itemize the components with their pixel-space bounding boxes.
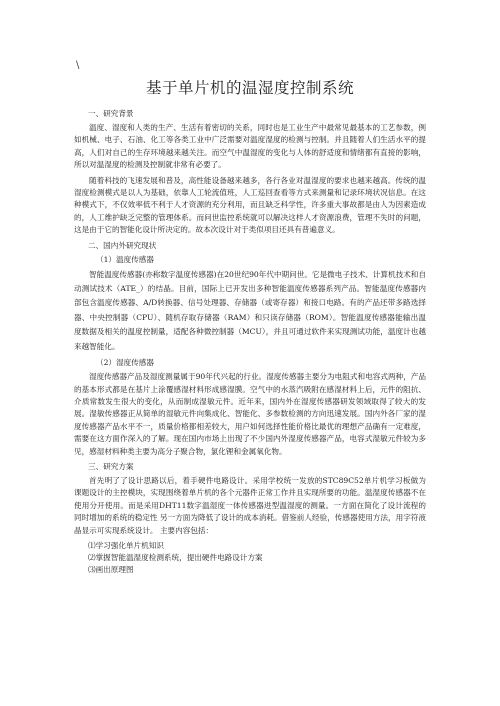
paragraph-humidity-sensor: 湿度传感器产品及湿度测量属于90年代兴起的行业。湿度传感器主要分为电阻式和电容式两种，产品的基本形式都是在基片上涂覆感湿材料形成感湿膜。空气中的水蒸汽吸附在感湿材料上后，元件的阻抗、介质常数发生很大的变化，从而制成湿敏元件。近年来，国内外在湿度传感器研发领域取得了较大的发展。湿敏传感器正从简单的湿敏元件向集成化、智能化、多参数检测的方向迅速发展。国内外各厂家的湿度传感器产品水平不一，质量价格都相差较大，用户如何选择性能价格比最优的理想产品确有一定难度，需要在这方面作深入的了解。现在国内市场上出现了不少国内外湿度传感器产品，电容式湿敏元件较为多见，感湿材料种类主要为高分子聚合物，氯化锂和金属氧化物。 bbox=[74, 372, 426, 456]
section-heading-research-status: 二、国内外研究现状 bbox=[88, 240, 157, 250]
subheading-humidity-sensor: （2）湿度传感器 bbox=[96, 358, 154, 368]
paragraph-research-plan: 首先明了了设计思路以后，着手硬件电路设计。采用学校统一发放的STC89C52单片机学习板做为课题设计的主控模块，实现围绕着单片机的各个元器件正常工作并且实现所要的功能。温湿度传感器不在使用分开使用。而是采用DHT11数字温湿度一体传感器进型温湿度的测量。一方面在简化了设计流程的同时增加的系统的稳定性 另一方面为降低了设计的成本消耗。借鉴前人经验，传感器使用方法，用字符液晶显示可实现系统设计。 主要内容包括： bbox=[74, 475, 426, 535]
subheading-temperature-sensor: （1）温度传感器 bbox=[96, 254, 154, 264]
section-heading-research-plan: 三、研究方案 bbox=[88, 461, 134, 471]
paragraph-background-2: 随着科技的飞速发展和普及，高性能设备越来越多，各行各业对温湿度的要求也越来越高。传统的温湿度检测模式是以人为基础，依靠人工轮流值班，人工巡回查看等方式来测量和记录环境状况信息。在这种模式下，不仅效率低不利于人才资源的充分利用，而且缺乏科学性，许多重大事故都是由人为因素造成的，人工维护缺乏完整的管理体系。而问世监控系统就可以解决这样人才资源浪费，管理不失时的问题，这是由于它的智能化设计所决定的。故本次设计对于类似项目还具有普遍意义。 bbox=[74, 175, 426, 235]
stray-mark: \ bbox=[76, 60, 80, 71]
paragraph-background-1: 温度、湿度和人类的生产、生活有着密切的关系，同时也是工业生产中最常见最基本的工艺参数，例如机械、电子、石油、化工等各类工业中广泛需要对温度湿度的检测与控制。并且随着人们生活水平的提高，人们对自己的生存环境越来越关注。而空气中温湿度的变化与人体的舒适度和情绪都有直接的影响，所以对温湿度的检测及控制就非常有必要了。 bbox=[74, 123, 426, 170]
section-heading-background: 一、研究背景 bbox=[88, 109, 134, 118]
list-item: ⑵掌握智能温湿度检测系统，提出硬件电路设计方案 bbox=[88, 552, 263, 562]
page-title: 基于单片机的温湿度控制系统 bbox=[145, 79, 354, 97]
list-item: ⑶画出原理图 bbox=[88, 564, 134, 574]
list-item: ⑴学习强化单片机知识 bbox=[88, 540, 164, 550]
paragraph-temperature-sensor: 智能温度传感器(亦称数字温度传感器)在20世纪90年代中期问世。它是微电子技术、计算机技术和自动测试技术（ATE_）的结晶。目前，国际上已开发出多种智能温度传感器系列产品。智能温度传感器内部包含温度传感器、A/D转换器、信号处理器、存储器（或寄存器）和接口电路。有的产品还带多路选择器、中央控制器（CPU）、随机存取存储器（RAM）和只读存储器（ROM）。智能温度传感器能输出温度数据及相关的温度控制量，适配各种微控制器（MCU），并且可通过软件来实现测试功能，温度计也越来越智能化。 bbox=[74, 269, 426, 351]
